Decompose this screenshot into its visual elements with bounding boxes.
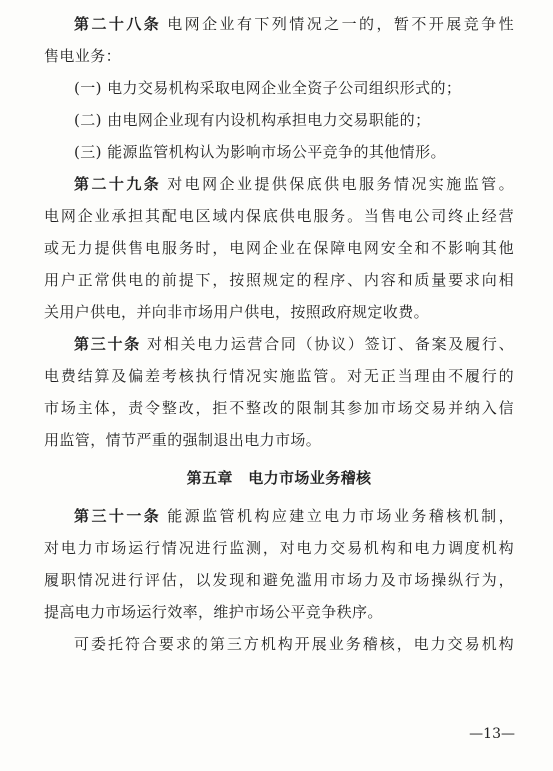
article-28-text-1: 电网企业有下列情况之一的，暂不开展竞争性 <box>167 15 514 33</box>
article-29-line-1 <box>44 168 514 200</box>
article-30-line-1 <box>44 328 514 360</box>
article-31-line-2: 对电力市场运行情况进行监测，对电力交易机构和电力调度机构 <box>44 539 514 557</box>
article-29-line-3: 或无力提供售电服务时，电网企业在保障电网安全和不影响其他 <box>44 239 514 257</box>
article-30-heading: 第三十条 <box>74 335 141 353</box>
article-30-line-4: 用监管，情节严重的强制退出电力市场。 <box>44 431 322 449</box>
article-30-line-3: 市场主体，责令整改，拒不整改的限制其参加市场交易并纳入信 <box>44 399 514 417</box>
last-paragraph-line: 可委托符合要求的第三方机构开展业务稽核，电力交易机构 <box>74 635 514 653</box>
article-31-text-1: 能源监管机构应建立电力市场业务稽核机制， <box>167 507 514 525</box>
article-31-line-3: 履职情况进行评估，以发现和避免滥用市场力及市场操纵行为， <box>44 571 514 589</box>
article-29-line-5: 关用户供电，并向非市场用户供电，按照政府规定收费。 <box>44 303 430 321</box>
article-31-line-4: 提高电力市场运行效率，维护市场公平竞争秩序。 <box>44 603 383 621</box>
article-28-line-2: 售电业务： <box>44 47 122 65</box>
article-29-line-4: 用户正常供电的前提下，按照规定的程序、内容和质量要求向相 <box>44 271 514 289</box>
chapter-5-title: 第五章 电力市场业务稽核 <box>186 469 372 487</box>
article-28-line-1 <box>44 8 514 40</box>
article-28-item-3: (三) 能源监管机构认为影响市场公平竞争的其他情形。 <box>74 143 446 161</box>
article-29-text-1: 对电网企业提供保底供电服务情况实施监管。 <box>167 175 514 193</box>
article-31-line-1 <box>44 500 514 532</box>
article-30-line-2: 电费结算及偏差考核执行情况实施监管。对无正当理由不履行的 <box>44 367 514 385</box>
article-28-item-2: (二) 由电网企业现有内设机构承担电力交易职能的； <box>74 111 431 129</box>
page-number: —13— <box>469 726 515 742</box>
article-28-item-1: (一) 电力交易机构采取电网企业全资子公司组织形式的； <box>74 79 462 97</box>
document-body <box>44 8 514 660</box>
article-28-heading: 第二十八条 <box>74 15 162 33</box>
article-30-text-1: 对相关电力运营合同（协议）签订、备案及履行、 <box>146 335 514 353</box>
article-29-heading: 第二十九条 <box>74 175 162 193</box>
article-31-heading: 第三十一条 <box>74 507 162 525</box>
article-29-line-2: 电网企业承担其配电区域内保底供电服务。当售电公司终止经营 <box>44 207 514 225</box>
